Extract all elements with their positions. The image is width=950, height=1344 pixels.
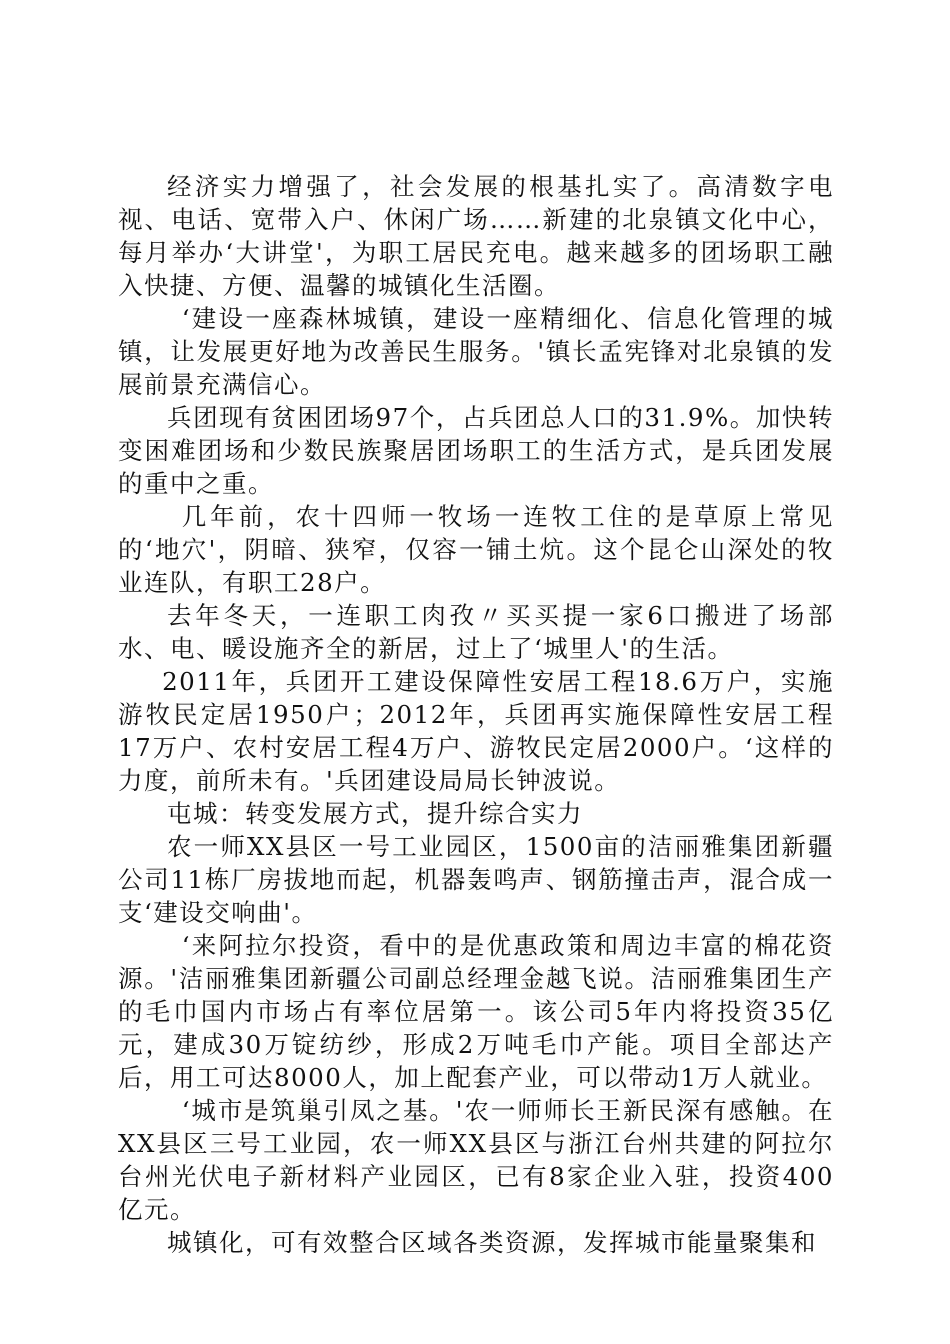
paragraph: 城镇化，可有效整合区域各类资源，发挥城市能量聚集和 [167, 1228, 817, 1257]
paragraph: ‘来阿拉尔投资，看中的是优惠政策和周边丰富的棉花资源。'洁丽雅集团新疆公司副总经理金越飞说。洁丽雅集团生产的毛巾国内市场占有率位居第一。该公司5年内将投资35亿元，建成30万锭纺纱，形成2万吨毛巾产能。项目全部达产后，用工可达8000人，加上配套产业，可以带动1万人就业。 [118, 931, 834, 1092]
section-heading: 屯城：转变发展方式，提升综合实力 [167, 799, 583, 828]
paragraph: ‘建设一座森林城镇，建设一座精细化、信息化管理的城镇，让发展更好地为改善民生服务。'镇长孟宪锋对北泉镇的发展前景充满信心。 [118, 304, 834, 399]
paragraph: ‘城市是筑巢引凤之基。'农一师师长王新民深有感触。在XX县区三号工业园，农一师XX县区与浙江台州共建的阿拉尔台州光伏电子新材料产业园区，已有8家企业入驻，投资400亿元。 [118, 1096, 834, 1224]
paragraph: 兵团现有贫困团场97个，占兵团总人口的31.9%。加快转变困难团场和少数民族聚居团场职工的生活方式，是兵团发展的重中之重。 [118, 403, 834, 498]
document-body [118, 170, 834, 1259]
paragraph: 2011年，兵团开工建设保障性安居工程18.6万户，实施游牧民定居1950户；2012年，兵团再实施保障性安居工程17万户、农村安居工程4万户、游牧民定居2000户。‘这样的力度，前所未有。'兵团建设局局长钟波说。 [118, 667, 834, 795]
paragraph: 几年前，农十四师一牧场一连牧工住的是草原上常见的‘地穴'，阴暗、狭窄，仅容一铺土炕。这个昆仑山深处的牧业连队，有职工28户。 [118, 502, 834, 597]
paragraph: 去年冬天，一连职工肉孜〃买买提一家6口搬进了场部水、电、暖设施齐全的新居，过上了‘城里人'的生活。 [118, 601, 834, 663]
paragraph: 农一师XX县区一号工业园区，1500亩的洁丽雅集团新疆公司11栋厂房拔地而起，机器轰鸣声、钢筋撞击声，混合成一支‘建设交响曲'。 [118, 832, 834, 927]
paragraph: 经济实力增强了，社会发展的根基扎实了。高清数字电视、电话、宽带入户、休闲广场……新建的北泉镇文化中心，每月举办‘大讲堂'，为职工居民充电。越来越多的团场职工融入快捷、方便、温馨的城镇化生活圈。 [118, 172, 834, 300]
